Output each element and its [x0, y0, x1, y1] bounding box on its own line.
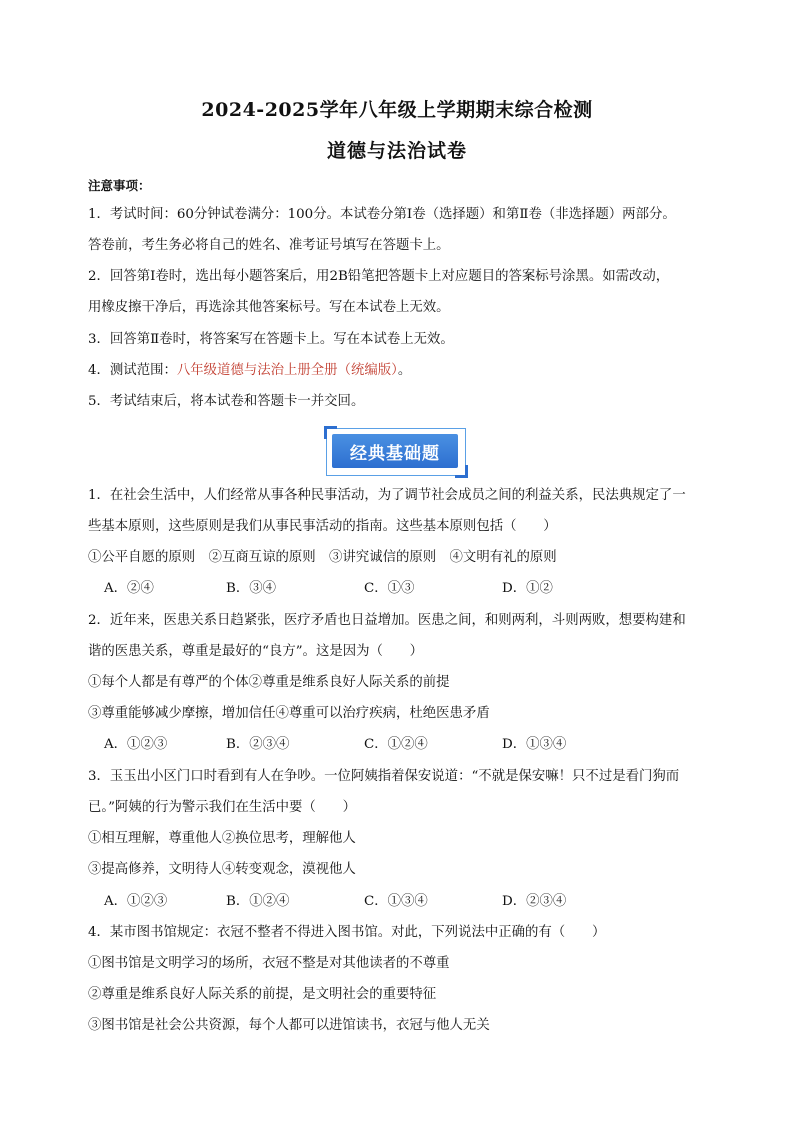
- question-3-line: 已。”阿姨的行为警示我们在生活中要（ ）: [88, 800, 356, 815]
- question-3-option-b[interactable]: B．①②④: [226, 894, 290, 909]
- page-subtitle: 道德与法治试卷: [326, 140, 467, 162]
- question-3-line: 3．玉玉出小区门口时看到有人在争吵。一位阿姨指着保安说道：“不就是保安嘛！只不过是看门狗而: [88, 769, 680, 784]
- question-4-statements: ①图书馆是文明学习的场所，衣冠不整是对其他读者的不尊重: [88, 956, 450, 971]
- question-4-line: 4．某市图书馆规定：衣冠不整者不得进入图书馆。对此，下列说法中正确的有（ ）: [88, 925, 606, 940]
- question-2-line: 谐的医患关系，尊重是最好的“良方”。这是因为（ ）: [88, 644, 424, 659]
- question-1-option-d[interactable]: D．①②: [502, 581, 553, 596]
- question-2-statements: ③尊重能够减少摩擦，增加信任④尊重可以治疗疾病，杜绝医患矛盾: [88, 706, 490, 721]
- question-1-option-a[interactable]: A．②④: [104, 581, 154, 596]
- notice-range-value: 八年级道德与法治上册全册（统编版）: [176, 363, 398, 378]
- notice-line: 3．回答第Ⅱ卷时，将答案写在答题卡上。写在本试卷上无效。: [88, 332, 454, 347]
- question-4-statements: ③图书馆是社会公共资源，每个人都可以进馆读书，衣冠与他人无关: [88, 1018, 490, 1033]
- question-2-line: 2．近年来，医患关系日趋紧张，医疗矛盾也日益增加。医患之间，和则两利，斗则两败，想要构建和: [88, 613, 686, 628]
- notice-line: 5．考试结束后，将本试卷和答题卡一并交回。: [88, 394, 365, 409]
- question-2-option-b[interactable]: B．②③④: [226, 737, 290, 752]
- notice-line: 用橡皮擦干净后，再选涂其他答案标号。写在本试卷上无效。: [88, 300, 450, 315]
- question-1-line: 些基本原则，这些原则是我们从事民事活动的指南。这些基本原则包括（ ）: [88, 519, 557, 534]
- notice-line: 答卷前，考生务必将自己的姓名、准考证号填写在答题卡上。: [88, 238, 450, 253]
- notice-line-4: [88, 362, 411, 380]
- question-2-statements: ①每个人都是有尊严的个体②尊重是维系良好人际关系的前提: [88, 675, 450, 690]
- question-2-option-a[interactable]: A．①②③: [104, 737, 168, 752]
- question-1-option-c[interactable]: C．①③: [364, 581, 415, 596]
- notice-range-prefix: 4．测试范围：: [88, 363, 177, 378]
- question-2-option-d[interactable]: D．①③④: [502, 737, 567, 752]
- question-3-statements: ①相互理解，尊重他人②换位思考，理解他人: [88, 831, 356, 846]
- question-3-option-a[interactable]: A．①②③: [104, 894, 168, 909]
- question-1-statements: ①公平自愿的原则 ②互商互谅的原则 ③讲究诚信的原则 ④文明有礼的原则: [88, 550, 557, 565]
- notice-heading: 注意事项：: [88, 178, 151, 193]
- question-1-line: 1．在社会生活中，人们经常从事各种民事活动，为了调节社会成员之间的利益关系，民法典规定了一: [88, 488, 686, 503]
- notice-line: 2．回答第Ⅰ卷时，选出每小题答案后，用2B铅笔把答题卡上对应题目的答案标号涂黑。如需改动，: [88, 269, 670, 284]
- question-1-option-b[interactable]: B．③④: [226, 581, 277, 596]
- page-title: 2024-2025学年八年级上学期期末综合检测: [201, 99, 593, 121]
- question-4-statements: ②尊重是维系良好人际关系的前提，是文明社会的重要特征: [88, 987, 437, 1002]
- notice-line: 1．考试时间：60分钟试卷满分：100分。本试卷分第Ⅰ卷（选择题）和第Ⅱ卷（非选择题）两部分。: [88, 207, 676, 222]
- section-banner-label: 经典基础题: [332, 434, 458, 468]
- section-banner: [326, 428, 466, 476]
- notice-range-suffix: 。: [397, 363, 412, 378]
- question-3-option-d[interactable]: D．②③④: [502, 894, 567, 909]
- question-3-statements: ③提高修养，文明待人④转变观念，漠视他人: [88, 862, 356, 877]
- question-3-option-c[interactable]: C．①③④: [364, 894, 428, 909]
- question-2-option-c[interactable]: C．①②④: [364, 737, 428, 752]
